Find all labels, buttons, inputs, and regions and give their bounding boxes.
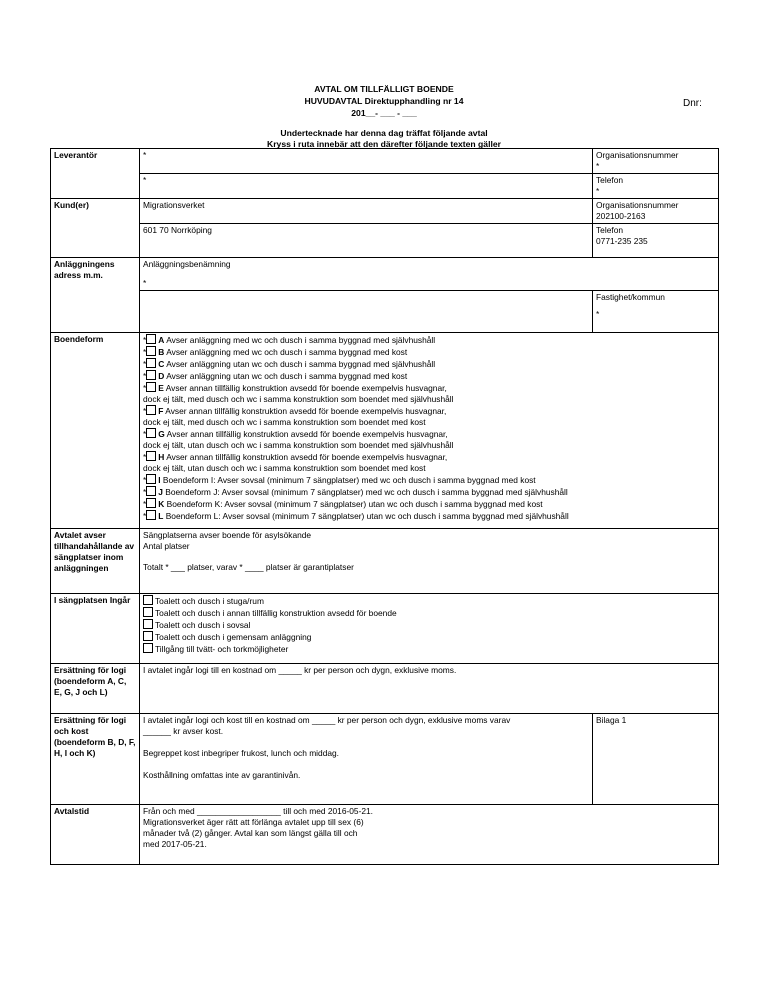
avtalet-line-1: Sängplatserna avser boende för asylsökande (143, 530, 312, 540)
boendeform-checkbox-e[interactable] (146, 382, 156, 392)
leverantor-name-field[interactable]: * (140, 149, 593, 174)
boendeform-option-h (143, 451, 715, 463)
ersattning-logi-label: Ersättning för logi (boendeform A, C, E, G, J och L) (51, 664, 140, 714)
boendeform-text: Avser annan tillfällig konstruktion avsedd för boende exempelvis husvagnar, (165, 383, 447, 393)
boendeform-text: Avser anläggning med wc och dusch i samma byggnad med kost (166, 347, 408, 357)
ingar-checkbox[interactable] (143, 631, 153, 641)
boendeform-checkbox-j[interactable] (146, 486, 156, 496)
boendeform-key: K (158, 499, 165, 509)
intro-line-1: Undertecknade har denna dag träffat följande avtal (280, 128, 488, 138)
telephone-label: Telefon (596, 225, 624, 235)
boendeform-checkbox-h[interactable] (146, 451, 156, 461)
boendeform-option-a (143, 334, 715, 346)
org-number-label: Organisationsnummer (596, 200, 679, 210)
avtalstid-cell (140, 805, 719, 865)
boendeform-key: B (158, 347, 165, 357)
boendeform-option-k (143, 498, 715, 510)
boendeform-key: F (158, 406, 164, 416)
leverantor-tel-cell (593, 174, 719, 199)
avtalstid-line-3: månader två (2) gånger. Avtal kan som längst gälla till och (143, 828, 358, 838)
boendeform-option-j (143, 486, 715, 498)
fastighet-field[interactable]: * (593, 308, 719, 333)
leverantor-address-field[interactable]: * (140, 174, 593, 199)
boendeform-key: I (158, 475, 161, 485)
required-marker: * (143, 359, 147, 369)
boendeform-option-g (143, 428, 715, 440)
telephone-label: Telefon (596, 175, 624, 185)
boendeform-key: G (158, 429, 165, 439)
boendeform-key: L (158, 511, 164, 521)
kund-name: Migrationsverket (140, 199, 593, 224)
boendeform-key: D (158, 371, 165, 381)
ingar-text: Toalett och dusch i stuga/rum (155, 596, 264, 606)
avtalet-label: Avtalet avser tillhandahållande av sängplatser inom anläggningen (51, 529, 140, 594)
boendeform-options (140, 333, 719, 529)
required-marker: * (143, 452, 147, 462)
anlaggning-name-label: Anläggningsbenämning (143, 259, 231, 269)
ingar-option (143, 643, 715, 655)
intro-line-2: Kryss i ruta innebär att den därefter följande texten gäller (266, 139, 501, 149)
ingar-text: Toalett och dusch i gemensam anläggning (155, 632, 312, 642)
required-marker: * (143, 371, 147, 381)
boendeform-label: Boendeform (51, 333, 140, 529)
boendeform-key: A (158, 335, 165, 345)
avtalet-line-2: Antal platser (143, 541, 190, 551)
ingar-text: Toalett och dusch i sovsal (155, 620, 251, 630)
ingar-label: I sängplatsen Ingår (51, 594, 140, 664)
boendeform-key: E (158, 383, 164, 393)
boendeform-option-b (143, 346, 715, 358)
boendeform-checkbox-l[interactable] (146, 510, 156, 520)
boendeform-text-cont: dock ej tält, med dusch och wc i samma konstruktion som boendet med självhushåll (143, 394, 454, 404)
boendeform-checkbox-k[interactable] (146, 498, 156, 508)
ersattning-kost-cell (140, 714, 593, 805)
ingar-option (143, 607, 715, 619)
boendeform-text: Avser anläggning utan wc och dusch i samma byggnad med kost (166, 371, 408, 381)
boendeform-text: Avser annan tillfällig konstruktion avsedd för boende exempelvis husvagnar, (166, 452, 448, 462)
boendeform-checkbox-g[interactable] (146, 428, 156, 438)
boendeform-checkbox-b[interactable] (146, 346, 156, 356)
boendeform-text: Avser anläggning med wc och dusch i samma byggnad med självhushåll (166, 335, 436, 345)
ingar-options (140, 594, 719, 664)
boendeform-checkbox-f[interactable] (146, 405, 156, 415)
ersattning-kost-label: Ersättning för logi och kost (boendeform B, D, F, H, I och K) (51, 714, 140, 805)
required-marker: * (143, 383, 147, 393)
kund-tel-cell (593, 224, 719, 258)
required-marker: * (143, 487, 147, 497)
boendeform-text: Avser annan tillfällig konstruktion avsedd för boende exempelvis husvagnar, (166, 429, 448, 439)
boendeform-checkbox-a[interactable] (146, 334, 156, 344)
boendeform-option-e (143, 382, 715, 394)
boendeform-option-c (143, 358, 715, 370)
required-marker: * (143, 499, 147, 509)
avtalet-cell (140, 529, 719, 594)
boendeform-checkbox-d[interactable] (146, 370, 156, 380)
boendeform-key: J (158, 487, 163, 497)
boendeform-text: Boendeform K: Avser sovsal (minimum 7 sängplatser) utan wc och dusch i samma byggnad med kost (166, 499, 543, 509)
avtalstid-line-1[interactable]: Från och med __________________ till och med 2016-05-21. (143, 806, 374, 816)
boendeform-option-f (143, 405, 715, 417)
kund-org-cell (593, 199, 719, 224)
boendeform-key: C (158, 359, 165, 369)
required-marker: * (143, 475, 147, 485)
telephone-field[interactable]: * (596, 186, 600, 196)
boendeform-text: Boendeform J: Avser sovsal (minimum 7 sängplatser) med wc och dusch i samma byggnad med självhushåll (165, 487, 568, 497)
ersattning-kost-line-2[interactable]: ______ kr avser kost. (143, 726, 224, 736)
avtalet-total-line[interactable]: Totalt * ___ platser, varav * ____ platser är garantiplatser (143, 562, 354, 572)
ersattning-kost-line-3: Begreppet kost inbegriper frukost, lunch och middag. (143, 748, 339, 758)
fastighet-label: Fastighet/kommun (593, 291, 719, 308)
ingar-text: Toalett och dusch i annan tillfällig konstruktion avsedd för boende (155, 608, 397, 618)
org-number-value: 202100-2163 (596, 211, 646, 221)
org-number-field[interactable]: * (596, 161, 600, 171)
ingar-checkbox[interactable] (143, 619, 153, 629)
boendeform-text: Avser annan tillfällig konstruktion avsedd för boende exempelvis husvagnar, (165, 406, 447, 416)
boendeform-text: Avser anläggning utan wc och dusch i samma byggnad med självhushåll (166, 359, 436, 369)
agreement-table (50, 148, 719, 865)
boendeform-text: Boendeform I: Avser sovsal (minimum 7 sängplatser) med wc och dusch i samma byggnad med kost (162, 475, 536, 485)
boendeform-key: H (158, 452, 165, 462)
required-marker: * (143, 347, 147, 357)
boendeform-text-cont: dock ej tält, med dusch och wc i samma konstruktion som boendet med kost (143, 417, 426, 427)
ingar-option (143, 619, 715, 631)
ingar-option (143, 631, 715, 643)
kund-label: Kund(er) (51, 199, 140, 258)
dnr-label: Dnr: (683, 98, 702, 109)
document-subtitle: HUVUDAVTAL Direktupphandling nr 14 (304, 96, 464, 106)
anlaggning-name-field[interactable]: * (143, 278, 147, 288)
ingar-checkbox[interactable] (143, 607, 153, 617)
anlaggning-name-cell (140, 258, 719, 291)
boendeform-option-l (143, 510, 715, 522)
telephone-value: 0771-235 235 (596, 236, 648, 246)
boendeform-text-cont: dock ej tält, utan dusch och wc i samma konstruktion som boendet med kost (143, 463, 426, 473)
ingar-checkbox[interactable] (143, 595, 153, 605)
required-marker: * (143, 511, 147, 521)
ersattning-kost-line-1[interactable]: I avtalet ingår logi och kost till en kostnad om _____ kr per person och dygn, exklusive moms varav (143, 715, 511, 725)
org-number-label: Organisationsnummer (596, 150, 679, 160)
boendeform-option-d (143, 370, 715, 382)
required-marker: * (143, 335, 147, 345)
date-line: 201__- ___ - ___ (351, 108, 417, 118)
ersattning-logi-text[interactable]: I avtalet ingår logi till en kostnad om _____ kr per person och dygn, exklusive moms. (140, 664, 719, 714)
avtalstid-label: Avtalstid (51, 805, 140, 865)
ingar-checkbox[interactable] (143, 643, 153, 653)
kund-address: 601 70 Norrköping (140, 224, 593, 258)
leverantor-org-cell (593, 149, 719, 174)
boendeform-text: Boendeform L: Avser sovsal (minimum 7 sängplatser) utan wc och dusch i samma byggnad med självhushåll (165, 511, 569, 521)
boendeform-option-i (143, 474, 715, 486)
leverantor-label: Leverantör (51, 149, 140, 199)
required-marker: * (143, 429, 147, 439)
boendeform-checkbox-c[interactable] (146, 358, 156, 368)
ingar-text: Tillgång till tvätt- och torkmöjligheter (155, 644, 289, 654)
boendeform-text-cont: dock ej tält, utan dusch och wc i samma konstruktion som boendet med självhushåll (143, 440, 454, 450)
avtalstid-line-4: med 2017-05-21. (143, 839, 207, 849)
bilaga-label: Bilaga 1 (593, 714, 719, 805)
document-title: AVTAL OM TILLFÄLLIGT BOENDE (314, 84, 454, 94)
anlaggning-label: Anläggningens adress m.m. (51, 258, 140, 333)
ingar-option (143, 595, 715, 607)
avtalstid-line-2: Migrationsverket äger rätt att förlänga avtalet upp till sex (6) (143, 817, 364, 827)
required-marker: * (143, 406, 147, 416)
boendeform-checkbox-i[interactable] (146, 474, 156, 484)
ersattning-kost-line-4: Kosthållning omfattas inte av garantinivån. (143, 770, 301, 780)
